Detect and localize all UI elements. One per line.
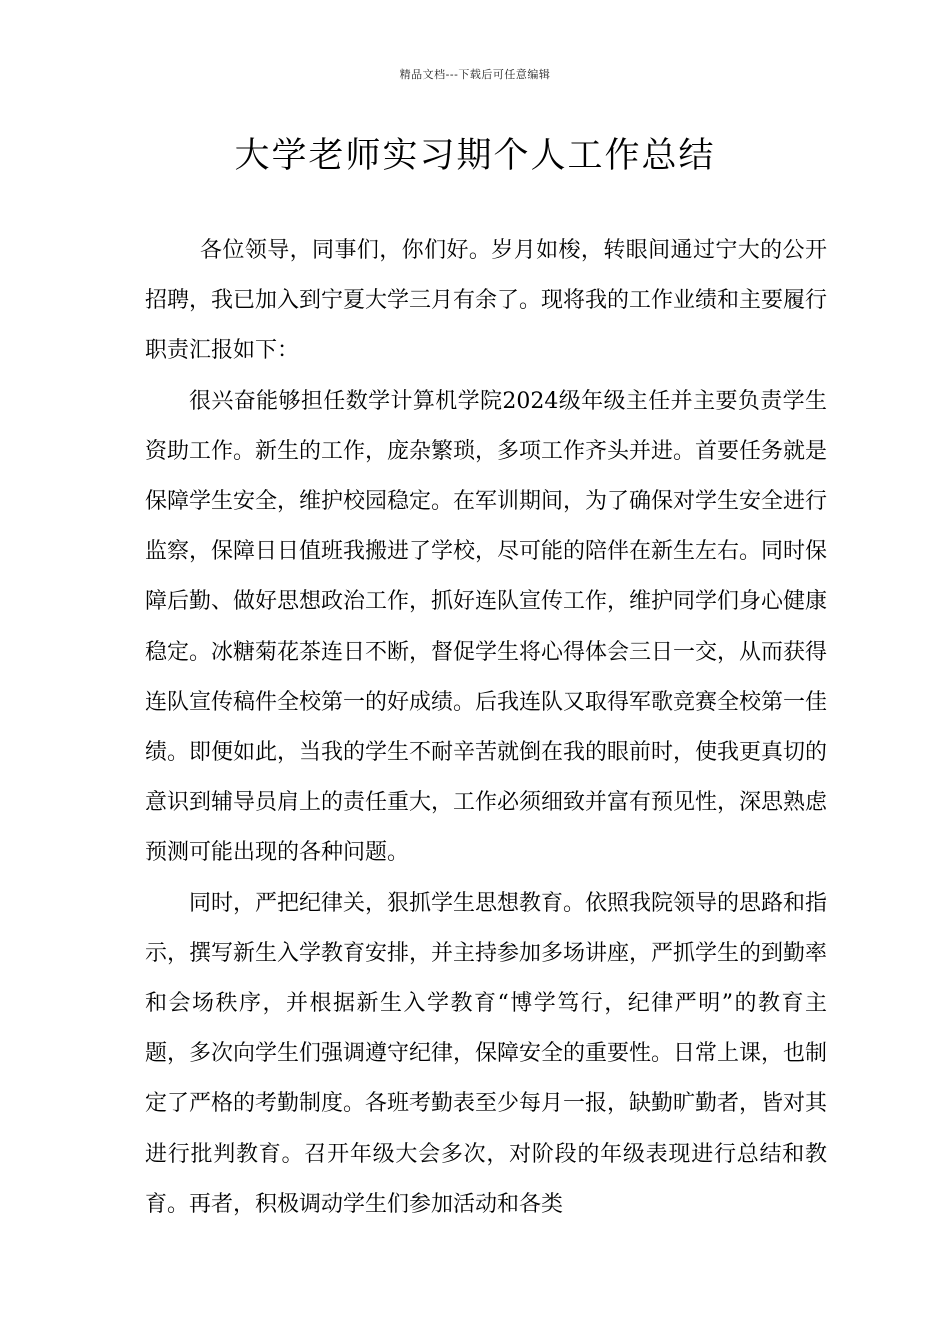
- paragraph-discipline: 同时，严把纪律关，狠抓学生思想教育。依照我院领导的思路和指示，撰写新生入学教育安排，并主持参加多场讲座，严抓学生的到勤率和会场秩序，并根据新生入学教育“博学笃行，纪律严明”的教育主题，多次向学生们强调遵守纪律，保障安全的重要性。日常上课，也制定了严格的考勤制度。各班考勤表至少每月一报，缺勤旷勤者，皆对其进行批判教育。召开年级大会多次，对阶段的年级表现进行总结和教育。再者，积极调动学生们参加活动和各类: [145, 890, 828, 1217]
- document-body: [145, 226, 827, 1230]
- paragraph-military-training: 很兴奋能够担任数学计算机学院2024级年级主任并主要负责学生资助工作。新生的工作，庞杂繁琐，多项工作齐头并进。首要任务就是保障学生安全，维护校园稳定。在军训期间，为了确保对学生安全进行监察，保障日日值班我搬进了学校，尽可能的陪伴在新生左右。同时保障后勤、做好思想政治工作，抓好连队宣传工作，维护同学们身心健康稳定。冰糖菊花茶连日不断，督促学生将心得体会三日一交，从而获得连队宣传稿件全校第一的好成绩。后我连队又取得军歌竞赛全校第一佳绩。即便如此，当我的学生不耐辛苦就倒在我的眼前时，使我更真切的意识到辅导员肩上的责任重大，工作必须细致并富有预见性，深思熟虑预测可能出现的各种问题。: [145, 388, 828, 866]
- header-note: 精品文档---下载后可任意编辑: [399, 68, 551, 81]
- paragraph-greeting: 各位领导，同事们，你们好。岁月如梭，转眼间通过宁大的公开招聘，我已加入到宁夏大学三月有余了。现将我的工作业绩和主要履行职责汇报如下：: [145, 238, 828, 364]
- document-title: 大学老师实习期个人工作总结: [234, 136, 716, 176]
